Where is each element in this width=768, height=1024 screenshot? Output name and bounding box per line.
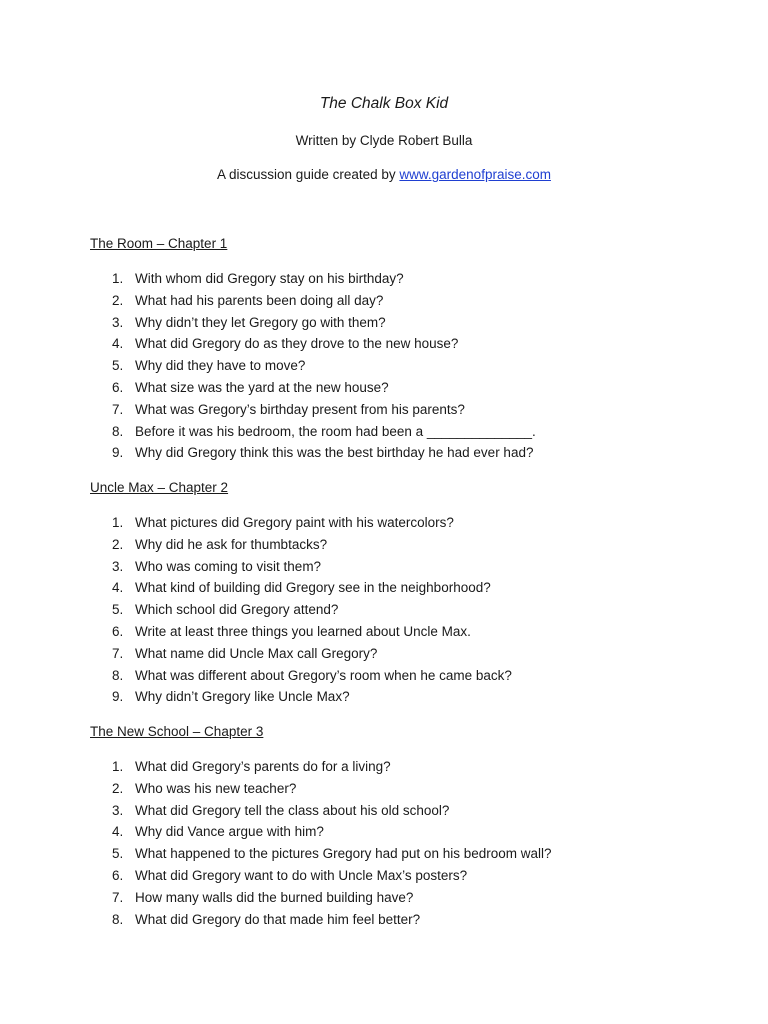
question-number: 3. <box>112 314 124 330</box>
question-text: What had his parents been doing all day? <box>135 292 384 308</box>
question-item <box>90 865 690 887</box>
question-text: Which school did Gregory attend? <box>135 602 339 618</box>
question-item <box>90 887 690 909</box>
question-text: Write at least three things you learned about Uncle Max. <box>135 623 471 639</box>
question-text: What name did Uncle Max call Gregory? <box>135 645 378 661</box>
section-heading: Uncle Max – Chapter 2 <box>90 480 229 495</box>
question-number: 4. <box>112 824 124 840</box>
question-list <box>90 756 690 930</box>
question-item <box>90 599 690 621</box>
question-text: Why didn’t Gregory like Uncle Max? <box>135 689 350 705</box>
question-number: 6. <box>112 379 124 395</box>
question-text: Before it was his bedroom, the room had been a ______________. <box>135 423 536 439</box>
guide-credit-prefix: A discussion guide created by <box>217 167 400 182</box>
section-chapter-3 <box>90 722 690 930</box>
question-number: 2. <box>112 292 124 308</box>
question-text: Why did he ask for thumbtacks? <box>135 536 328 552</box>
question-item <box>90 909 690 931</box>
question-text: Why did Vance argue with him? <box>135 824 324 840</box>
question-number: 8. <box>112 667 124 683</box>
question-number: 6. <box>112 867 124 883</box>
question-text: Who was coming to visit them? <box>135 558 322 574</box>
question-item <box>90 621 690 643</box>
question-text: What did Gregory do that made him feel better? <box>135 911 421 927</box>
question-text: Why didn’t they let Gregory go with them? <box>135 314 386 330</box>
author-line: Written by Clyde Robert Bulla <box>295 133 473 148</box>
question-text: Who was his new teacher? <box>135 780 297 796</box>
garden-of-praise-link[interactable]: www.gardenofpraise.com <box>399 167 551 182</box>
question-item <box>90 512 690 534</box>
question-number: 9. <box>112 445 124 461</box>
question-number: 1. <box>112 515 124 530</box>
question-text: What happened to the pictures Gregory had put on his bedroom wall? <box>135 846 552 862</box>
question-number: 7. <box>112 401 124 417</box>
question-item <box>90 442 690 464</box>
section-heading: The New School – Chapter 3 <box>90 724 264 739</box>
question-number: 7. <box>112 645 124 661</box>
question-text: What was Gregory’s birthday present from his parents? <box>135 401 465 417</box>
question-text: How many walls did the burned building have? <box>135 889 414 905</box>
question-text: What did Gregory’s parents do for a living? <box>135 759 391 774</box>
question-text: With whom did Gregory stay on his birthday? <box>135 271 404 286</box>
question-number: 8. <box>112 423 124 439</box>
section-heading: The Room – Chapter 1 <box>90 236 228 251</box>
question-text: What was different about Gregory’s room when he came back? <box>135 667 512 683</box>
question-number: 5. <box>112 358 124 374</box>
question-number: 2. <box>112 780 124 796</box>
question-text: What kind of building did Gregory see in the neighborhood? <box>135 580 491 596</box>
question-number: 6. <box>112 623 124 639</box>
question-number: 1. <box>112 271 124 286</box>
question-list <box>90 268 690 464</box>
question-item <box>90 665 690 687</box>
question-text: Why did Gregory think this was the best birthday he had ever had? <box>135 445 534 461</box>
question-item <box>90 312 690 334</box>
question-item <box>90 577 690 599</box>
question-number: 2. <box>112 536 124 552</box>
question-number: 7. <box>112 889 124 905</box>
question-list <box>90 512 690 708</box>
question-number: 5. <box>112 602 124 618</box>
question-item <box>90 290 690 312</box>
section-chapter-1 <box>90 234 690 464</box>
question-number: 4. <box>112 336 124 352</box>
question-number: 3. <box>112 558 124 574</box>
question-text: Why did they have to move? <box>135 358 306 374</box>
question-item <box>90 333 690 355</box>
guide-credit-line <box>0 165 768 185</box>
document-title: The Chalk Box Kid <box>319 95 449 112</box>
question-text: What size was the yard at the new house? <box>135 379 389 395</box>
question-item <box>90 534 690 556</box>
question-number: 4. <box>112 580 124 596</box>
question-item <box>90 556 690 578</box>
question-item <box>90 399 690 421</box>
question-item <box>90 821 690 843</box>
question-number: 1. <box>112 759 124 774</box>
question-text: What pictures did Gregory paint with his watercolors? <box>135 515 454 530</box>
question-item <box>90 800 690 822</box>
question-item <box>90 778 690 800</box>
section-chapter-2 <box>90 478 690 708</box>
question-number: 3. <box>112 802 124 818</box>
question-item <box>90 355 690 377</box>
question-item <box>90 756 690 778</box>
question-item <box>90 421 690 443</box>
question-text: What did Gregory want to do with Uncle Max’s posters? <box>135 867 468 883</box>
question-text: What did Gregory tell the class about his old school? <box>135 802 450 818</box>
question-item <box>90 268 690 290</box>
question-item <box>90 643 690 665</box>
question-number: 5. <box>112 846 124 862</box>
question-item <box>90 686 690 708</box>
question-number: 8. <box>112 911 124 927</box>
question-number: 9. <box>112 689 124 705</box>
question-item <box>90 843 690 865</box>
question-item <box>90 377 690 399</box>
question-text: What did Gregory do as they drove to the new house? <box>135 336 459 352</box>
